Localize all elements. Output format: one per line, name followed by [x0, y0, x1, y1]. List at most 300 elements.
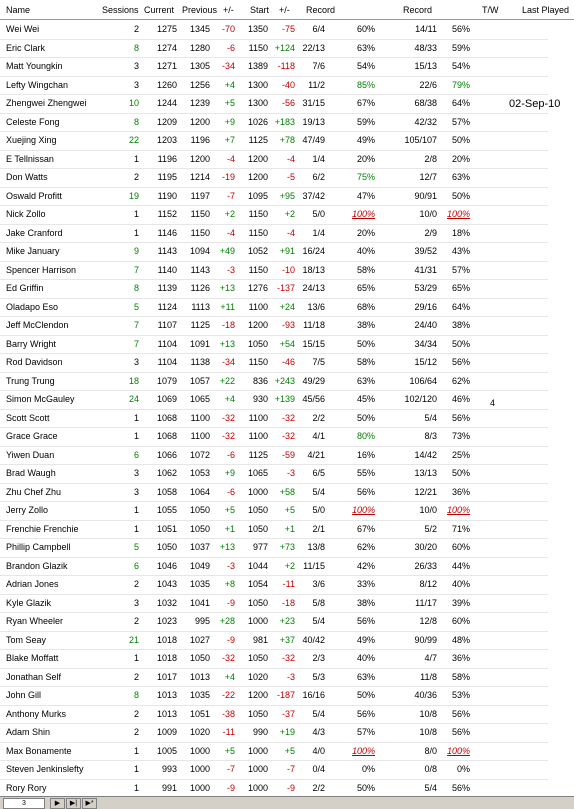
cell-previous[interactable]: 1035 — [189, 579, 210, 589]
cell-diff-previous[interactable]: +4 — [224, 394, 235, 404]
cell-record-pct[interactable]: 85% — [356, 79, 375, 90]
cell-record-total-pct[interactable]: 65% — [451, 283, 470, 293]
cell-record-total[interactable]: 12/8 — [419, 616, 437, 626]
cell-start[interactable]: 1125 — [248, 135, 268, 145]
cell-record[interactable]: 2/2 — [312, 782, 325, 793]
record-number-box[interactable]: 3 — [3, 798, 45, 809]
cell-record[interactable]: 11/2 — [308, 79, 325, 90]
cell-diff-start[interactable]: -32 — [281, 431, 295, 441]
cell-record[interactable]: 6/2 — [312, 172, 325, 182]
cell-sessions[interactable]: 1 — [133, 505, 139, 515]
cell-sessions[interactable]: 24 — [128, 394, 139, 404]
cell-record-total-pct[interactable]: 36% — [451, 486, 470, 497]
cell-diff-previous[interactable]: +2 — [224, 209, 235, 219]
cell-current[interactable]: 1139 — [157, 283, 177, 293]
cell-record-total[interactable]: 2/8 — [424, 153, 437, 164]
table-row[interactable] — [0, 261, 548, 281]
cell-name[interactable]: Nick Zollo — [6, 209, 46, 219]
cell-diff-start[interactable]: +5 — [284, 505, 295, 515]
cell-record[interactable]: 5/4 — [312, 486, 325, 497]
cell-current[interactable]: 1013 — [156, 708, 177, 719]
table-row[interactable] — [0, 168, 548, 188]
cell-sessions[interactable]: 3 — [133, 468, 139, 478]
cell-diff-start[interactable]: +37 — [279, 634, 295, 645]
cell-current[interactable]: 1018 — [156, 634, 177, 645]
cell-start[interactable]: 1350 — [247, 24, 268, 34]
cell-record[interactable]: 49/29 — [302, 375, 325, 386]
cell-record-pct[interactable]: 60% — [356, 24, 375, 34]
cell-current[interactable]: 1051 — [156, 523, 177, 534]
cell-diff-previous[interactable]: +9 — [224, 116, 235, 127]
cell-current[interactable]: 1069 — [156, 394, 177, 404]
cell-current[interactable]: 1062 — [156, 468, 177, 478]
cell-diff-start[interactable]: +24 — [279, 301, 295, 312]
cell-current[interactable]: 1196 — [157, 153, 177, 164]
cell-record-total-pct[interactable]: 56% — [451, 708, 470, 719]
cell-sessions[interactable]: 5 — [133, 301, 139, 312]
cell-name[interactable]: Blake Moffatt — [6, 653, 59, 663]
cell-record-total-pct[interactable]: 50% — [451, 468, 470, 478]
table-row[interactable] — [0, 298, 548, 318]
cell-record[interactable]: 11/18 — [303, 320, 325, 330]
cell-diff-previous[interactable]: -22 — [221, 690, 235, 700]
cell-diff-previous[interactable]: -19 — [221, 172, 235, 182]
cell-diff-previous[interactable]: -70 — [221, 24, 235, 34]
cell-diff-start[interactable]: +23 — [279, 616, 295, 626]
cell-sessions[interactable]: 8 — [133, 283, 139, 293]
cell-record-total[interactable]: 8/3 — [424, 431, 437, 441]
table-row[interactable] — [0, 612, 548, 632]
cell-name[interactable]: Don Watts — [6, 172, 48, 182]
cell-record-pct[interactable]: 65% — [356, 283, 375, 293]
cell-previous[interactable]: 1256 — [189, 79, 210, 90]
cell-previous[interactable]: 1049 — [189, 560, 210, 571]
cell-sessions[interactable]: 1 — [133, 412, 139, 423]
cell-name[interactable]: Tom Seay — [6, 634, 47, 645]
cell-record[interactable]: 5/4 — [312, 708, 325, 719]
cell-name[interactable]: Matt Youngkin — [6, 61, 63, 71]
cell-previous[interactable]: 1345 — [189, 24, 210, 34]
cell-name[interactable]: Steven Jenkinslefty — [6, 764, 84, 774]
table-row[interactable] — [0, 705, 548, 725]
cell-diff-previous[interactable]: -18 — [221, 320, 235, 330]
cell-previous[interactable]: 1200 — [189, 153, 210, 164]
cell-record[interactable]: 5/8 — [312, 597, 325, 608]
cell-current[interactable]: 1244 — [156, 98, 177, 108]
cell-diff-start[interactable]: +5 — [284, 745, 295, 756]
cell-diff-previous[interactable]: +13 — [219, 283, 235, 293]
cell-start[interactable]: 1200 — [247, 690, 268, 700]
cell-diff-previous[interactable]: -7 — [226, 190, 235, 201]
table-row[interactable] — [0, 353, 548, 373]
cell-diff-previous[interactable]: +4 — [224, 79, 235, 90]
cell-name[interactable]: Ryan Wheeler — [6, 616, 64, 626]
cell-record-total-pct[interactable]: 100% — [446, 209, 470, 219]
cell-sessions[interactable]: 9 — [133, 246, 139, 256]
cell-record[interactable]: 40/42 — [302, 634, 325, 645]
cell-record[interactable]: 5/0 — [312, 209, 325, 219]
cell-record-total-pct[interactable]: 57% — [451, 116, 470, 127]
cell-name[interactable]: Spencer Harrison — [6, 264, 77, 275]
cell-record-total-pct[interactable]: 62% — [451, 375, 470, 386]
cell-record-total[interactable]: 26/33 — [414, 560, 437, 571]
cell-current[interactable]: 993 — [161, 764, 177, 774]
cell-record-pct[interactable]: 63% — [356, 42, 375, 53]
cell-record-pct[interactable]: 50% — [356, 412, 375, 423]
cell-sessions[interactable]: 19 — [128, 190, 139, 201]
cell-record-total[interactable]: 0/8 — [424, 764, 437, 774]
cell-previous[interactable]: 995 — [194, 616, 210, 626]
cell-sessions[interactable]: 2 — [133, 24, 139, 34]
table-row[interactable] — [0, 242, 548, 262]
cell-record-total[interactable]: 12/7 — [419, 172, 437, 182]
cell-record[interactable]: 11/15 — [303, 560, 325, 571]
cell-current[interactable]: 1058 — [156, 486, 177, 497]
cell-previous[interactable]: 1020 — [189, 727, 210, 737]
cell-record-pct[interactable]: 20% — [356, 153, 375, 164]
cell-previous[interactable]: 1072 — [189, 449, 210, 460]
table-row[interactable] — [0, 390, 548, 410]
cell-previous[interactable]: 1050 — [189, 505, 210, 515]
cell-start[interactable]: 1026 — [247, 116, 268, 127]
cell-record-pct[interactable]: 63% — [356, 671, 375, 682]
table-row[interactable] — [0, 131, 548, 151]
cell-name[interactable]: E Tellnissan — [6, 153, 54, 164]
cell-diff-start[interactable]: +183 — [274, 116, 295, 127]
cell-record[interactable]: 2/1 — [312, 523, 325, 534]
cell-start[interactable]: 1200 — [247, 172, 268, 182]
cell-record[interactable]: 1/4 — [312, 227, 325, 238]
cell-diff-previous[interactable]: -3 — [226, 560, 235, 571]
table-row[interactable] — [0, 742, 548, 762]
table-row[interactable] — [0, 224, 548, 244]
cell-diff-start[interactable]: -59 — [281, 449, 295, 460]
cell-diff-start[interactable]: -118 — [277, 61, 295, 71]
cell-record-pct[interactable]: 50% — [356, 782, 375, 793]
cell-record-total-pct[interactable]: 50% — [451, 338, 470, 349]
table-row[interactable] — [0, 520, 548, 540]
table-row[interactable] — [0, 483, 548, 503]
cell-diff-previous[interactable]: -3 — [226, 264, 235, 275]
cell-record[interactable]: 19/13 — [302, 116, 325, 127]
cell-start[interactable]: 1276 — [247, 283, 268, 293]
cell-current[interactable]: 1013 — [156, 690, 177, 700]
cell-diff-start[interactable]: -40 — [281, 79, 295, 90]
table-row[interactable] — [0, 335, 548, 355]
cell-record-pct[interactable]: 58% — [356, 357, 375, 367]
cell-diff-previous[interactable]: +11 — [220, 301, 235, 312]
cell-record[interactable]: 31/15 — [302, 98, 325, 108]
cell-start[interactable]: 981 — [252, 634, 268, 645]
cell-current[interactable]: 1152 — [157, 209, 177, 219]
table-row[interactable] — [0, 150, 548, 170]
cell-name[interactable]: Brad Waugh — [6, 468, 56, 478]
cell-diff-start[interactable]: +2 — [284, 209, 295, 219]
cell-sessions[interactable]: 7 — [133, 264, 139, 275]
cell-record-pct[interactable]: 54% — [356, 61, 375, 71]
cell-sessions[interactable]: 10 — [128, 98, 139, 108]
cell-sessions[interactable]: 22 — [128, 135, 139, 145]
cell-diff-previous[interactable]: +28 — [219, 616, 235, 626]
cell-record-pct[interactable]: 100% — [351, 505, 375, 515]
table-row[interactable] — [0, 187, 548, 207]
cell-name[interactable]: Oswald Profitt — [6, 190, 63, 201]
table-row[interactable] — [0, 686, 548, 706]
cell-diff-start[interactable]: -187 — [276, 690, 295, 700]
cell-previous[interactable]: 1037 — [189, 542, 210, 552]
cell-record-total-pct[interactable]: 56% — [451, 412, 470, 423]
cell-start[interactable]: 1000 — [247, 782, 268, 793]
cell-record-total-pct[interactable]: 79% — [451, 79, 470, 90]
table-row[interactable] — [0, 446, 548, 466]
cell-current[interactable]: 1018 — [156, 653, 177, 663]
next-record-button[interactable]: ▶ — [50, 798, 65, 809]
cell-record-total[interactable]: 48/33 — [414, 42, 437, 53]
cell-sessions[interactable]: 3 — [133, 486, 139, 497]
table-row[interactable] — [0, 409, 548, 429]
cell-record-pct[interactable]: 0% — [361, 764, 375, 774]
cell-previous[interactable]: 1126 — [190, 283, 210, 293]
table-row[interactable] — [0, 557, 548, 577]
cell-name[interactable]: Mike January — [6, 246, 60, 256]
cell-start[interactable]: 1000 — [247, 486, 268, 497]
cell-name[interactable]: Wei Wei — [6, 24, 40, 34]
cell-diff-previous[interactable]: -32 — [221, 431, 235, 441]
cell-record-pct[interactable]: 42% — [356, 560, 375, 571]
cell-diff-start[interactable]: -75 — [281, 24, 295, 34]
cell-record-total[interactable]: 34/34 — [414, 338, 437, 349]
cell-record[interactable]: 2/2 — [312, 412, 325, 423]
cell-name[interactable]: John Gill — [6, 690, 42, 700]
cell-record-pct[interactable]: 56% — [356, 486, 375, 497]
cell-record-total-pct[interactable]: 100% — [446, 745, 470, 756]
table-row[interactable] — [0, 57, 548, 77]
cell-previous[interactable]: 1239 — [189, 98, 210, 108]
cell-sessions[interactable]: 6 — [133, 560, 139, 571]
cell-current[interactable]: 1140 — [157, 264, 177, 275]
cell-previous[interactable]: 1050 — [189, 523, 210, 534]
cell-record-total-pct[interactable]: 50% — [451, 135, 470, 145]
cell-name[interactable]: Scott Scott — [6, 412, 50, 423]
last-record-button[interactable]: ▶| — [66, 798, 81, 809]
cell-diff-start[interactable]: -56 — [281, 98, 295, 108]
cell-current[interactable]: 1143 — [157, 246, 177, 256]
cell-diff-previous[interactable]: +5 — [224, 505, 235, 515]
cell-record-total[interactable]: 30/20 — [414, 542, 437, 552]
cell-diff-previous[interactable]: +22 — [219, 375, 235, 386]
cell-name[interactable]: Jonathan Self — [6, 671, 62, 682]
cell-start[interactable]: 1050 — [247, 708, 268, 719]
table-row[interactable] — [0, 39, 548, 59]
cell-record-pct[interactable]: 50% — [356, 690, 375, 700]
cell-diff-start[interactable]: +58 — [279, 486, 295, 497]
cell-current[interactable]: 1055 — [156, 505, 177, 515]
table-row[interactable] — [0, 649, 548, 669]
table-row[interactable] — [0, 779, 548, 797]
cell-record-pct[interactable]: 38% — [356, 320, 375, 330]
cell-current[interactable]: 1005 — [156, 745, 177, 756]
cell-record-pct[interactable]: 33% — [356, 579, 375, 589]
cell-start[interactable]: 1050 — [247, 505, 268, 515]
cell-sessions[interactable]: 1 — [133, 431, 139, 441]
table-row[interactable] — [0, 501, 548, 521]
cell-diff-previous[interactable]: -38 — [221, 708, 235, 719]
cell-record[interactable]: 2/3 — [312, 653, 325, 663]
cell-record[interactable]: 6/5 — [312, 468, 325, 478]
cell-diff-start[interactable]: -137 — [276, 283, 295, 293]
cell-start[interactable]: 1300 — [247, 98, 268, 108]
cell-diff-previous[interactable]: +1 — [224, 523, 235, 534]
cell-record[interactable]: 4/0 — [312, 745, 325, 756]
cell-diff-start[interactable]: +54 — [279, 338, 295, 349]
cell-diff-start[interactable]: -7 — [286, 764, 295, 774]
cell-previous[interactable]: 1000 — [189, 745, 210, 756]
cell-start[interactable]: 1150 — [248, 209, 268, 219]
cell-record[interactable]: 22/13 — [302, 42, 325, 53]
cell-record-total-pct[interactable]: 54% — [451, 61, 470, 71]
cell-previous[interactable]: 1041 — [189, 597, 210, 608]
cell-diff-previous[interactable]: -9 — [226, 782, 235, 793]
cell-name[interactable]: Trung Trung — [6, 375, 55, 386]
cell-record-total[interactable]: 11/17 — [415, 597, 437, 608]
cell-record-total-pct[interactable]: 0% — [456, 764, 470, 774]
cell-record-total[interactable]: 5/4 — [424, 782, 437, 793]
cell-start[interactable]: 1200 — [247, 153, 268, 164]
cell-record-pct[interactable]: 68% — [356, 301, 375, 312]
cell-diff-previous[interactable]: -9 — [226, 634, 235, 645]
cell-name[interactable]: Jake Cranford — [6, 227, 63, 238]
cell-sessions[interactable]: 2 — [133, 727, 139, 737]
cell-name[interactable]: Jerry Zollo — [6, 505, 49, 515]
cell-record-total-pct[interactable]: 63% — [451, 172, 470, 182]
cell-diff-start[interactable]: +19 — [279, 727, 295, 737]
cell-diff-start[interactable]: -4 — [286, 153, 295, 164]
cell-diff-start[interactable]: +1 — [284, 523, 295, 534]
cell-sessions[interactable]: 1 — [133, 653, 139, 663]
cell-record[interactable]: 47/49 — [302, 135, 325, 145]
cell-name[interactable]: Anthony Murks — [6, 708, 67, 719]
cell-previous[interactable]: 1113 — [191, 301, 210, 312]
cell-current[interactable]: 1275 — [156, 24, 177, 34]
cell-current[interactable]: 1146 — [157, 227, 177, 238]
cell-name[interactable]: Ed Griffin — [6, 283, 44, 293]
cell-sessions[interactable]: 2 — [133, 579, 139, 589]
cell-record-total[interactable]: 10/8 — [419, 727, 437, 737]
cell-name[interactable]: Jeff McClendon — [6, 320, 69, 330]
cell-start[interactable]: 1052 — [247, 246, 268, 256]
cell-record-total-pct[interactable]: 53% — [451, 690, 470, 700]
cell-record-total-pct[interactable]: 58% — [451, 671, 470, 682]
cell-start[interactable]: 1150 — [248, 264, 268, 275]
table-row[interactable] — [0, 20, 548, 40]
cell-name[interactable]: Grace Grace — [6, 431, 58, 441]
cell-start[interactable]: 1125 — [248, 449, 268, 460]
cell-name[interactable]: Adrian Jones — [6, 579, 59, 589]
cell-record-total[interactable]: 14/42 — [414, 449, 437, 460]
cell-sessions[interactable]: 3 — [133, 61, 139, 71]
cell-diff-previous[interactable]: -7 — [226, 764, 235, 774]
cell-record[interactable]: 18/13 — [302, 264, 325, 275]
cell-record-total-pct[interactable]: 56% — [451, 727, 470, 737]
cell-record-pct[interactable]: 49% — [356, 135, 375, 145]
cell-diff-previous[interactable]: -4 — [226, 227, 235, 238]
cell-record[interactable]: 15/15 — [302, 338, 325, 349]
cell-record[interactable]: 16/24 — [302, 246, 325, 256]
cell-record-total[interactable]: 14/11 — [415, 24, 437, 34]
cell-start[interactable]: 1065 — [247, 468, 268, 478]
cell-record-pct[interactable]: 49% — [356, 634, 375, 645]
cell-record-total[interactable]: 15/12 — [414, 357, 437, 367]
cell-previous[interactable]: 1305 — [189, 61, 210, 71]
cell-previous[interactable]: 1125 — [190, 320, 210, 330]
cell-record-pct[interactable]: 55% — [356, 468, 375, 478]
cell-previous[interactable]: 1100 — [190, 431, 210, 441]
cell-record-pct[interactable]: 50% — [356, 338, 375, 349]
cell-record-total[interactable]: 41/31 — [414, 264, 437, 275]
cell-record-total[interactable]: 8/12 — [419, 579, 437, 589]
cell-current[interactable]: 1104 — [157, 338, 177, 349]
cell-record[interactable]: 45/56 — [302, 394, 325, 404]
table-row[interactable] — [0, 113, 548, 133]
cell-record[interactable]: 3/6 — [312, 579, 325, 589]
cell-record-total-pct[interactable]: 38% — [451, 320, 470, 330]
cell-name[interactable]: Rod Davidson — [6, 357, 63, 367]
cell-record-pct[interactable]: 59% — [356, 116, 375, 127]
cell-record-total[interactable]: 106/64 — [409, 375, 437, 386]
cell-record-total[interactable]: 68/38 — [414, 98, 437, 108]
cell-previous[interactable]: 1013 — [189, 671, 210, 682]
cell-sessions[interactable]: 7 — [133, 338, 139, 349]
cell-sessions[interactable]: 3 — [133, 79, 139, 90]
cell-start[interactable]: 1150 — [248, 227, 268, 238]
cell-record-total-pct[interactable]: 100% — [446, 505, 470, 515]
cell-current[interactable]: 1068 — [156, 412, 177, 423]
cell-previous[interactable]: 1196 — [190, 135, 210, 145]
cell-diff-start[interactable]: +2 — [284, 560, 295, 571]
cell-start[interactable]: 1000 — [247, 616, 268, 626]
cell-record-total-pct[interactable]: 25% — [451, 449, 470, 460]
cell-record[interactable]: 5/3 — [312, 671, 325, 682]
cell-record-total[interactable]: 39/52 — [414, 246, 437, 256]
cell-sessions[interactable]: 1 — [133, 227, 139, 238]
cell-name[interactable]: Eric Clark — [6, 42, 46, 53]
cell-record[interactable]: 13/8 — [307, 542, 325, 552]
cell-current[interactable]: 1017 — [156, 671, 177, 682]
cell-diff-start[interactable]: -93 — [281, 320, 295, 330]
cell-record-total[interactable]: 29/16 — [414, 301, 437, 312]
cell-diff-start[interactable]: +91 — [279, 246, 295, 256]
cell-previous[interactable]: 1000 — [189, 764, 210, 774]
cell-start[interactable]: 1000 — [247, 764, 268, 774]
cell-current[interactable]: 1068 — [156, 431, 177, 441]
cell-current[interactable]: 1046 — [156, 560, 177, 571]
cell-record[interactable]: 5/0 — [312, 505, 325, 515]
cell-diff-start[interactable]: +124 — [274, 42, 295, 53]
cell-diff-previous[interactable]: +4 — [224, 671, 235, 682]
table-row[interactable] — [0, 372, 548, 392]
cell-name[interactable]: Lefty Wingchan — [6, 79, 69, 90]
cell-sessions[interactable]: 18 — [128, 375, 139, 386]
table-row[interactable] — [0, 575, 548, 595]
cell-current[interactable]: 1050 — [156, 542, 177, 552]
cell-start[interactable]: 1100 — [248, 301, 268, 312]
cell-record-total-pct[interactable]: 36% — [451, 653, 470, 663]
cell-sessions[interactable]: 1 — [133, 764, 139, 774]
table-row[interactable] — [0, 723, 548, 743]
cell-record-pct[interactable]: 40% — [356, 653, 375, 663]
cell-start[interactable]: 1020 — [247, 671, 268, 682]
cell-diff-start[interactable]: -10 — [281, 264, 295, 275]
